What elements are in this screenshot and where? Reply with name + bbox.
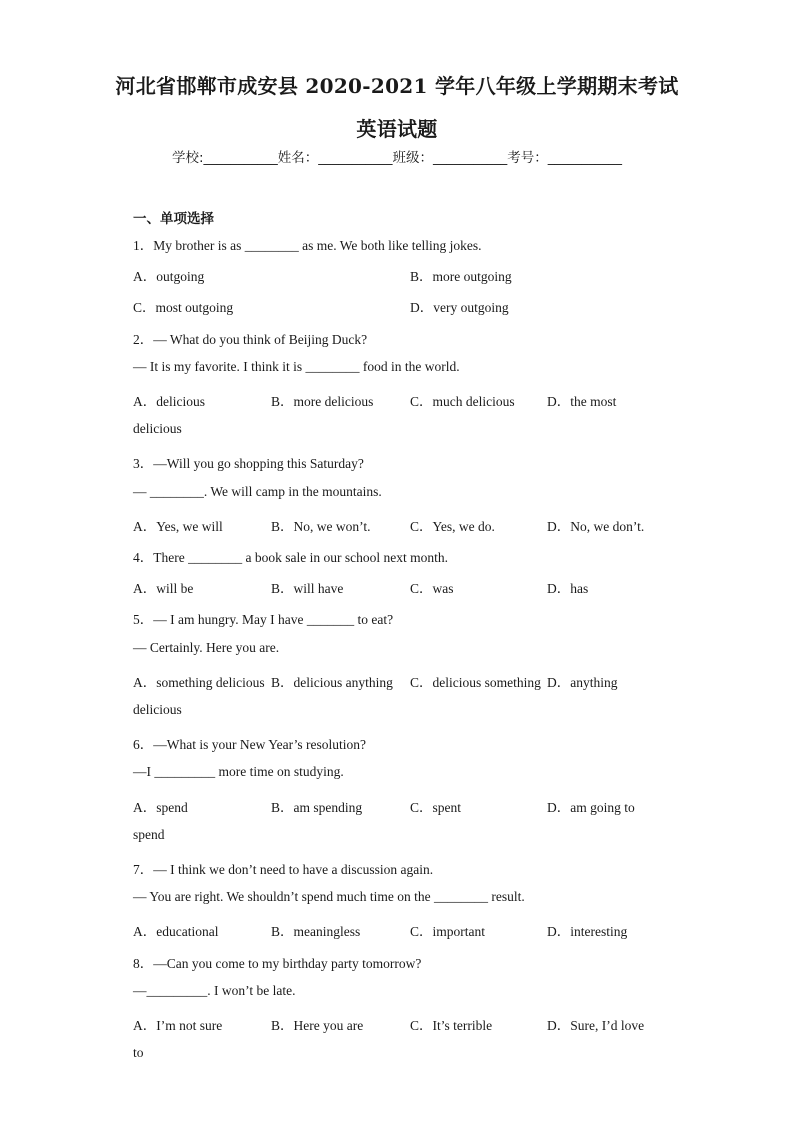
question-2-option: D．the most bbox=[547, 394, 617, 409]
section-heading: 一、单项选择 bbox=[133, 211, 214, 227]
question-4-line: 4．There ________ a book sale in our school next month. bbox=[133, 550, 448, 565]
question-7-option: C．important bbox=[410, 924, 485, 940]
question-5-option: D．anything bbox=[547, 674, 618, 690]
question-8-option: D．Sure, I’d love bbox=[547, 1018, 645, 1033]
question-6-line: —I _________ more time on studying. bbox=[133, 764, 344, 780]
question-6-option: C．spent bbox=[410, 799, 462, 815]
question-5-line: — Certainly. Here you are. bbox=[133, 639, 280, 655]
question-3-line: 3．—Will you go shopping this Saturday? bbox=[133, 456, 364, 472]
question-1-line: 1．My brother is as ________ as me. We both like telling jokes. bbox=[133, 238, 482, 253]
question-7-line: 7．— I think we don’t need to have a discussion again. bbox=[133, 862, 434, 877]
exam-subtitle: 英语试题 bbox=[356, 117, 438, 141]
question-2-option-wrap: delicious bbox=[133, 421, 182, 437]
question-5-line: 5．— I am hungry. May I have _______ to eat? bbox=[133, 612, 394, 628]
question-5-option: C．delicious something bbox=[410, 674, 541, 690]
question-3-line: — ________. We will camp in the mountains. bbox=[133, 483, 382, 499]
question-2-line: 2．— What do you think of Beijing Duck? bbox=[133, 331, 368, 347]
question-4-option: C．was bbox=[410, 581, 454, 597]
question-6-option-wrap: spend bbox=[133, 826, 165, 842]
question-1-option: D．very outgoing bbox=[410, 300, 509, 316]
question-8-option: A．I’m not sure bbox=[133, 1018, 223, 1033]
question-5-option: B．delicious anything bbox=[271, 674, 393, 690]
question-3-option: D．No, we don’t. bbox=[547, 518, 645, 534]
question-6-option: A．spend bbox=[133, 799, 188, 815]
question-6-line: 6．—What is your New Year’s resolution? bbox=[133, 737, 366, 753]
question-4-option: A．will be bbox=[133, 581, 194, 597]
question-5-option: A．something delicious bbox=[133, 674, 265, 690]
question-2-option: C．much delicious bbox=[410, 394, 515, 409]
student-info-line: 学校:___________姓名：___________班级：___________考号：___________ bbox=[171, 150, 623, 166]
question-2-option: B．more delicious bbox=[271, 394, 374, 409]
question-8-line: —_________. I won’t be late. bbox=[133, 982, 296, 998]
question-2-line: — It is my favorite. I think it is ________ food in the world. bbox=[133, 358, 460, 374]
question-4-option: D．has bbox=[547, 581, 589, 597]
question-3-option: A．Yes, we will bbox=[133, 518, 223, 534]
question-7-option: A．educational bbox=[133, 924, 219, 940]
question-2-option: A．delicious bbox=[133, 394, 205, 409]
question-3-option: C．Yes, we do. bbox=[410, 518, 495, 534]
question-8-option: B．Here you are bbox=[271, 1018, 364, 1033]
exam-title: 河北省邯郸市成安县 2020-2021 学年八年级上学期期末考试 bbox=[115, 74, 679, 98]
question-1-option: B．more outgoing bbox=[410, 269, 512, 285]
question-7-option: D．interesting bbox=[547, 924, 628, 940]
question-8-line: 8．—Can you come to my birthday party tomorrow? bbox=[133, 955, 422, 971]
question-6-option: B．am spending bbox=[271, 799, 363, 815]
question-8-option-wrap: to bbox=[133, 1045, 144, 1061]
question-5-option-wrap: delicious bbox=[133, 702, 182, 717]
question-7-option: B．meaningless bbox=[271, 924, 361, 940]
question-1-option: A．outgoing bbox=[133, 269, 205, 285]
question-4-option: B．will have bbox=[271, 581, 344, 597]
question-1-option: C．most outgoing bbox=[133, 300, 234, 316]
question-3-option: B．No, we won’t. bbox=[271, 518, 371, 534]
question-8-option: C．It’s terrible bbox=[410, 1018, 493, 1033]
question-6-option: D．am going to bbox=[547, 799, 635, 815]
question-7-line: — You are right. We shouldn’t spend much time on the ________ result. bbox=[133, 889, 525, 905]
